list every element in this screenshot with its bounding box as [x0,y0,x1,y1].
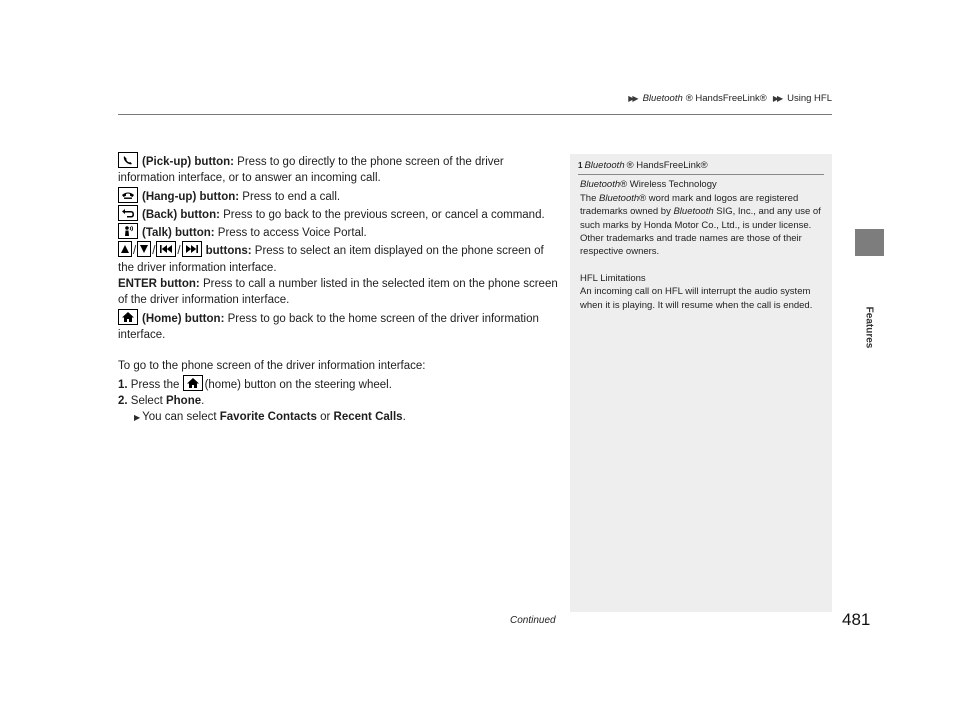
steps-intro: To go to the phone screen of the driver information interface: [118,360,426,373]
breadcrumb-arrow-icon: ▶▶ [772,94,782,103]
breadcrumb-handsfreelink: ® HandsFreeLink® [685,93,767,104]
home-icon [118,309,138,325]
scroll-up-icon [118,241,132,257]
skip-back-icon [156,241,176,257]
home-icon [183,375,203,391]
continued-label: Continued [510,615,556,626]
note-para-3: HFL Limitations [580,272,646,284]
breadcrumb-bluetooth: Bluetooth [642,93,683,104]
main-content [118,152,558,426]
back-item: (Back) button: Press to go back to the previous screen, or cancel a command. [118,205,558,223]
step-1: 1. Press the (home) button on the steering wheel. [118,375,558,393]
note-para-4: An incoming call on HFL will interrupt the audio system when it is playing. It will resume when the call is ended. [580,286,813,311]
note-para-2: The Bluetooth® word mark and logos are registered trademarks owned by Bluetooth SIG, Inc., and any use of such marks by Honda Motor Co., Ltd., is under license. Other trademarks and trade names are those of their respective owners. [580,192,821,258]
skip-forward-icon [182,241,202,257]
breadcrumb-using-hfl: Using HFL [787,93,832,104]
step-2-sub: ▶ You can select Favorite Contacts or Recent Calls. [134,411,406,424]
talk-item: (Talk) button: Press to access Voice Portal. [118,223,558,241]
phone-hangup-icon [118,187,138,203]
side-note [570,154,832,612]
header-rule [118,114,832,115]
breadcrumb-arrow-icon: ▶▶ [628,94,637,103]
page-number: 481 [842,610,871,629]
section-label: Features [863,306,875,349]
nav-buttons-item: / / / buttons: Press to select an item displayed on the phone screen of the driver information interface. [118,241,558,276]
back-arrow-icon [118,205,138,221]
phone-pickup-icon [118,152,138,168]
enter-item: ENTER button: Press to call a number listed in the selected item on the phone screen of the driver information interface. [118,278,558,307]
home-item: (Home) button: Press to go back to the home screen of the driver information interface. [118,309,558,344]
breadcrumb [628,93,832,104]
note-heading: 1 Bluetooth ® HandsFreeLink® [578,159,824,175]
pickup-item: (Pick-up) button: Press to go directly to the phone screen of the driver information interface, or to answer an incoming call. [118,152,558,187]
scroll-down-icon [137,241,151,257]
step-2: 2. Select Phone. [118,394,205,407]
hangup-item: (Hang-up) button: Press to end a call. [118,187,558,205]
note-para-1: Bluetooth® Wireless Technology [580,179,717,191]
talk-voice-icon [118,223,138,239]
section-tab [855,229,884,256]
sub-arrow-icon: ▶ [134,413,139,423]
